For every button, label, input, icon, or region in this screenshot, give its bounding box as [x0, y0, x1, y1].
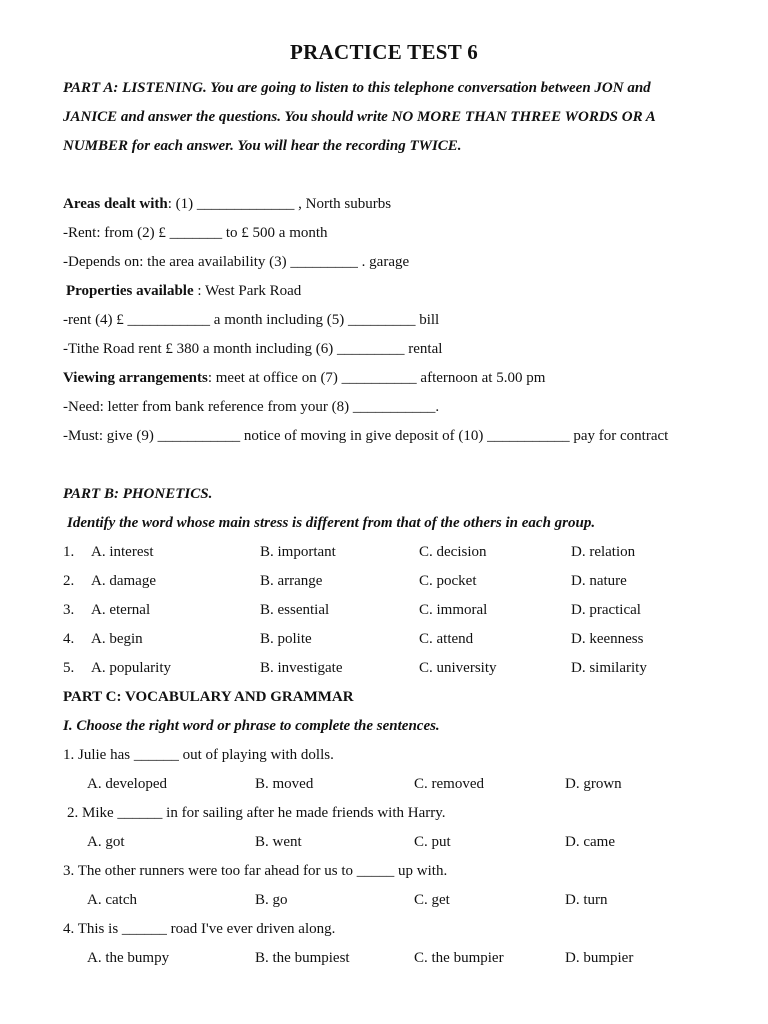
option-b: B. essential: [260, 602, 330, 618]
option-c: C. removed: [414, 776, 484, 792]
option-c: C. pocket: [419, 573, 477, 589]
option-b: B. moved: [255, 776, 314, 792]
item-number: 1.: [63, 544, 75, 560]
option-b: B. the bumpiest: [255, 950, 350, 966]
part-c-heading: PART C: VOCABULARY AND GRAMMAR: [63, 689, 354, 705]
option-b: B. went: [255, 834, 302, 850]
part-c-instruction: I. Choose the right word or phrase to complete the sentences.: [63, 718, 440, 734]
option-a: A. catch: [87, 892, 137, 908]
part-a-instructions-line-1: PART A: LISTENING. You are going to listen to this telephone conversation between JON and: [63, 80, 651, 96]
option-d: D. grown: [565, 776, 622, 792]
must-line: -Must: give (9) ___________ notice of moving in give deposit of (10) ___________ pay for contract: [63, 428, 669, 444]
option-c: C. get: [414, 892, 450, 908]
item-number: 4.: [63, 631, 75, 647]
viewing-line: [63, 368, 748, 388]
option-b: B. go: [255, 892, 288, 908]
phonetics-row: [63, 600, 753, 620]
option-d: D. nature: [571, 573, 627, 589]
option-b: B. arrange: [260, 573, 323, 589]
option-b: B. polite: [260, 631, 312, 647]
option-c: C. the bumpier: [414, 950, 504, 966]
option-d: D. keenness: [571, 631, 644, 647]
option-c: C. university: [419, 660, 497, 676]
tithe-line: -Tithe Road rent £ 380 a month including (6) _________ rental: [63, 341, 443, 357]
option-a: A. got: [87, 834, 125, 850]
question-text: 3. The other runners were too far ahead for us to _____ up with.: [63, 863, 448, 879]
option-a: A. the bumpy: [87, 950, 170, 966]
option-c: C. decision: [419, 544, 487, 560]
question-text: 4. This is ______ road I've ever driven along.: [63, 921, 336, 937]
page-title: PRACTICE TEST 6: [289, 40, 479, 64]
option-a: A. damage: [91, 573, 156, 589]
option-a: A. eternal: [91, 602, 151, 618]
properties-label: Properties available: [66, 283, 194, 299]
properties-text: : West Park Road: [193, 283, 302, 299]
areas-label: Areas dealt with: [63, 196, 168, 212]
option-b: B. important: [260, 544, 336, 560]
option-c: C. attend: [419, 631, 474, 647]
option-d: D. bumpier: [565, 950, 634, 966]
option-d: D. turn: [565, 892, 608, 908]
option-c: C. put: [414, 834, 451, 850]
option-d: D. similarity: [571, 660, 647, 676]
item-number: 2.: [63, 573, 75, 589]
rent-line: -Rent: from (2) £ _______ to £ 500 a month: [63, 225, 328, 241]
part-a-instructions-line-2: JANICE and answer the questions. You should write NO MORE THAN THREE WORDS OR A: [63, 109, 656, 125]
option-d: D. relation: [571, 544, 636, 560]
phonetics-row: [63, 658, 753, 678]
viewing-text: : meet at office on (7) __________ afternoon at 5.00 pm: [207, 370, 546, 386]
item-number: 5.: [63, 660, 75, 676]
option-a: A. interest: [91, 544, 154, 560]
part-a-instructions-line-3: NUMBER for each answer. You will hear the recording TWICE.: [63, 138, 462, 154]
part-b-instruction: Identify the word whose main stress is different from that of the others in each group.: [67, 515, 596, 531]
question-text: 2. Mike ______ in for sailing after he made friends with Harry.: [67, 805, 446, 821]
item-number: 3.: [63, 602, 75, 618]
option-d: D. practical: [571, 602, 641, 618]
part-b-heading: PART B: PHONETICS.: [63, 486, 213, 502]
phonetics-row: [63, 542, 753, 562]
properties-line: [66, 281, 748, 301]
need-line: -Need: letter from bank reference from your (8) ___________.: [63, 399, 440, 415]
question-text: 1. Julie has ______ out of playing with dolls.: [63, 747, 334, 763]
areas-line: [63, 194, 748, 214]
option-b: B. investigate: [260, 660, 343, 676]
phonetics-row: [63, 571, 753, 591]
option-c: C. immoral: [419, 602, 488, 618]
option-d: D. came: [565, 834, 615, 850]
option-a: A. begin: [91, 631, 143, 647]
option-a: A. developed: [87, 776, 167, 792]
rent4-line: -rent (4) £ ___________ a month including (5) _________ bill: [63, 312, 440, 328]
areas-text: : (1) _____________ , North suburbs: [167, 196, 392, 212]
depends-line: -Depends on: the area availability (3) _________ . garage: [63, 254, 410, 270]
viewing-label: Viewing arrangements: [63, 370, 208, 386]
option-a: A. popularity: [91, 660, 171, 676]
phonetics-row: [63, 629, 753, 649]
